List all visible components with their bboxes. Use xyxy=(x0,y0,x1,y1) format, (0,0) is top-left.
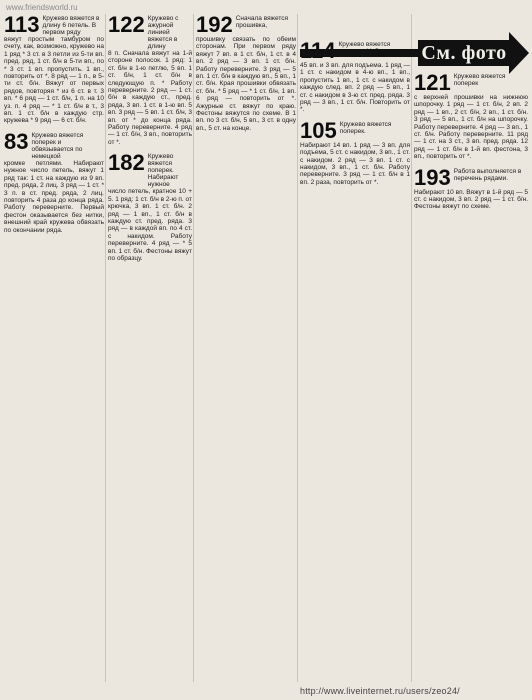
pattern-intro: Кружево вяжется поперек. Набирают нужное xyxy=(147,153,179,189)
see-photo-banner xyxy=(418,40,510,66)
pattern-body: Набирают 14 вп. 1 ряд — 3 вп. для подъема, 5 ст. с накидом, 3 вп., 1 ст. с накидом. 2 ряд — 3 вп. 1 ст. с накидом, 3 вп., 1 ст. б/н. Работу переверните. 3 ряд — 1 ст. б/н в 1 вп. 2 раза, повторить от *. xyxy=(300,141,410,186)
column-1 xyxy=(4,14,104,684)
pattern-body: вяжут простым тамбуром по счету, как, возможно, кружево на 1 ряд * 3 ст. в 3 петли из 5-ти вп. пред. ряд, 1 ст. б/н в 5-ти вп., по * 3 ст. 1 вп. пропустить. 1 вп., повторить от *. 8 ряд — 1 п., в 5-ти ст. б/н. Вяжут от первых рядов, повторяя * из 6 ст. в т. 3 вп. * 6 ряд — 1 ст. б/н, 1 п. на 10 уз. п. 4 ряд — * 1 ст. б/н в т., 3 вп. 1 ст. б/н в каждую стр. кружева * 9 ряд — 6 ст. б/н. xyxy=(4,36,104,125)
column-2 xyxy=(108,14,192,684)
pattern-number: 193 xyxy=(414,164,451,190)
pattern-number: 182 xyxy=(108,150,145,176)
pattern-intro: Кружево с ажурной линией вяжется в длину xyxy=(147,15,179,50)
pattern-121 xyxy=(414,72,528,161)
pattern-intro: Кружево вяжется поперек. xyxy=(339,120,392,135)
pattern-intro: Кружево вяжется поперек и обвязывается по немецкой xyxy=(31,131,84,160)
pattern-body: 45 вп. и 3 вп. для подъема. 1 ряд — 1 ст. с накидом в 4-ю вп., 1 вп., пропустить 1 вп., 1 ст. с накидом в каждую след. вп. 2 ряд — 5 вп., 1 ст. с накидом в 3-ю ст. пред. ряда. 3 ряд — 3 вп., 1 ст. б/н. Повторить от *. xyxy=(300,62,410,114)
pattern-number: 192 xyxy=(196,14,233,37)
banner-line xyxy=(300,49,418,57)
top-watermark: www.friendsworld.ru xyxy=(6,3,78,12)
column-divider xyxy=(193,14,194,682)
column-divider xyxy=(297,14,298,682)
arrow-right-icon xyxy=(509,32,529,74)
pattern-number: 121 xyxy=(414,72,451,95)
pattern-intro: Сначала вяжется прошивка, xyxy=(235,15,289,29)
bottom-watermark: http://www.liveinternet.ru/users/zeo24/ xyxy=(300,686,460,696)
pattern-body: число петель, кратное 10 + 5. 1 ряд: 1 ст. б/н в 2-ю п. от крючка, 3 вп. 1 ст. б/н. 2 ряд — 1 вп., 1 ст. б/н в каждую ст. пред. ряда. 3 ряд — в каждой вп. по 4 ст. с накидом. Работу переверните. 4 ряд — * 5 вп. 1 ст. б/н. Фестоны вяжут по образцу. xyxy=(108,188,192,262)
pattern-182 xyxy=(108,152,192,262)
column-4 xyxy=(300,40,410,684)
pattern-122 xyxy=(108,14,192,146)
pattern-83 xyxy=(4,128,104,234)
pattern-body: с верхней прошивки на нижнюю шпорочку. 1 ряд — 1 ст. б/н, 2 вп. 2 ряд — 1 вп., 2 ст. б/н, 2 вп., 1 ст. б/н. 3 ряд — 5 вп., 1 ст. б/н на шпорочку. Работу переверните. 4 ряд — 3 вп., 1 ст. б/н. Работу переверните. 11 ряд — 1 ст. на 3 ст., 3 вп. пред. ряда. 12 ряд — 1 ст. б/н в 1-й вп. фестона, 3 вп., повторить от *. xyxy=(414,94,528,161)
pattern-number: 83 xyxy=(4,128,29,154)
pattern-192 xyxy=(196,14,296,132)
pattern-body: 8 п. Сначала вяжут на 1-й стороне полосок. 1 ряд: 1 ст. б/н в 1-ю петлю, 5 вп. 1 ст. б/н, 1 ст. б/н в следующую п. * Работу переверните. 2 ряд — 1 ст. б/н в каждую ст., пред. ряда, 3 вп. 1 ст. в 1-ю вп. 5 вп. 3 ряд — 5 вп. 1 ст. б/н, 3 вп. от * до конца ряда. Работу переверните. 4 ряд — 1 ст. б/н, 3 вп., повторить от *. xyxy=(108,50,192,146)
pattern-intro: Кружево вяжется в длину 6 петель. В первом ряду xyxy=(42,15,100,36)
column-3 xyxy=(196,14,296,684)
pattern-113 xyxy=(4,14,104,125)
pattern-intro: Работа выполняется в перечень рядами. xyxy=(453,167,522,182)
pattern-intro: Кружево вяжется xyxy=(338,41,391,48)
column-5 xyxy=(414,72,528,684)
column-divider xyxy=(411,14,412,682)
pattern-number: 105 xyxy=(300,117,337,143)
pattern-193 xyxy=(414,164,528,211)
pattern-number: 122 xyxy=(108,14,145,37)
pattern-105 xyxy=(300,117,410,186)
pattern-body: прошивку связать по обеим сторонам. При первом ряду вяжут 7 вп. в 1 ст. б/н, 1 ст. в 4 вп. 2 ряд — 3 вп. 1 ст. б/н. Работу переверните. 3 ряд — 5 вп. 1 ст. б/н в каждую вп., 5 вп., 1 ст. б/н. Края прошивки обвязать ст. б/н. * 5 ряд — * 1 ст. б/н, 1 вп. 6 ряд — повторить от *. Ажурные ст. вяжут по краю. Фестоны вяжутся по схеме. В 1 вп. по 3 ст. б/н, 5 вп., 3 ст. в одну вп., 5 ст. на конце. xyxy=(196,36,296,132)
banner-label: См. фото xyxy=(421,41,507,64)
column-divider xyxy=(105,14,106,682)
pattern-number: 113 xyxy=(4,14,40,37)
pattern-intro: Кружево вяжется поперек xyxy=(453,73,506,87)
pattern-body: кромке петлями. Набирают нужное число петель, вяжут 1 ряд так: 1 ст. на каждую из 9 вп. пред. ряда, 2 лиц. 3 ряд — 1 ст. * 3 п. в ст. пред. ряда, 2 лиц. повторить 4 раза до конца ряда. Работу переверните. Первый фестон оказывается без нитки, внешний край кружева обвязать по окончании ряда. xyxy=(4,159,104,234)
pattern-body: Набирают 10 вп. Вяжут в 1-й ряд — 5 ст. с накидом, 3 вп. 2 ряд — 1 ст. б/н. Фестоны вяжут по схеме. xyxy=(414,188,528,211)
